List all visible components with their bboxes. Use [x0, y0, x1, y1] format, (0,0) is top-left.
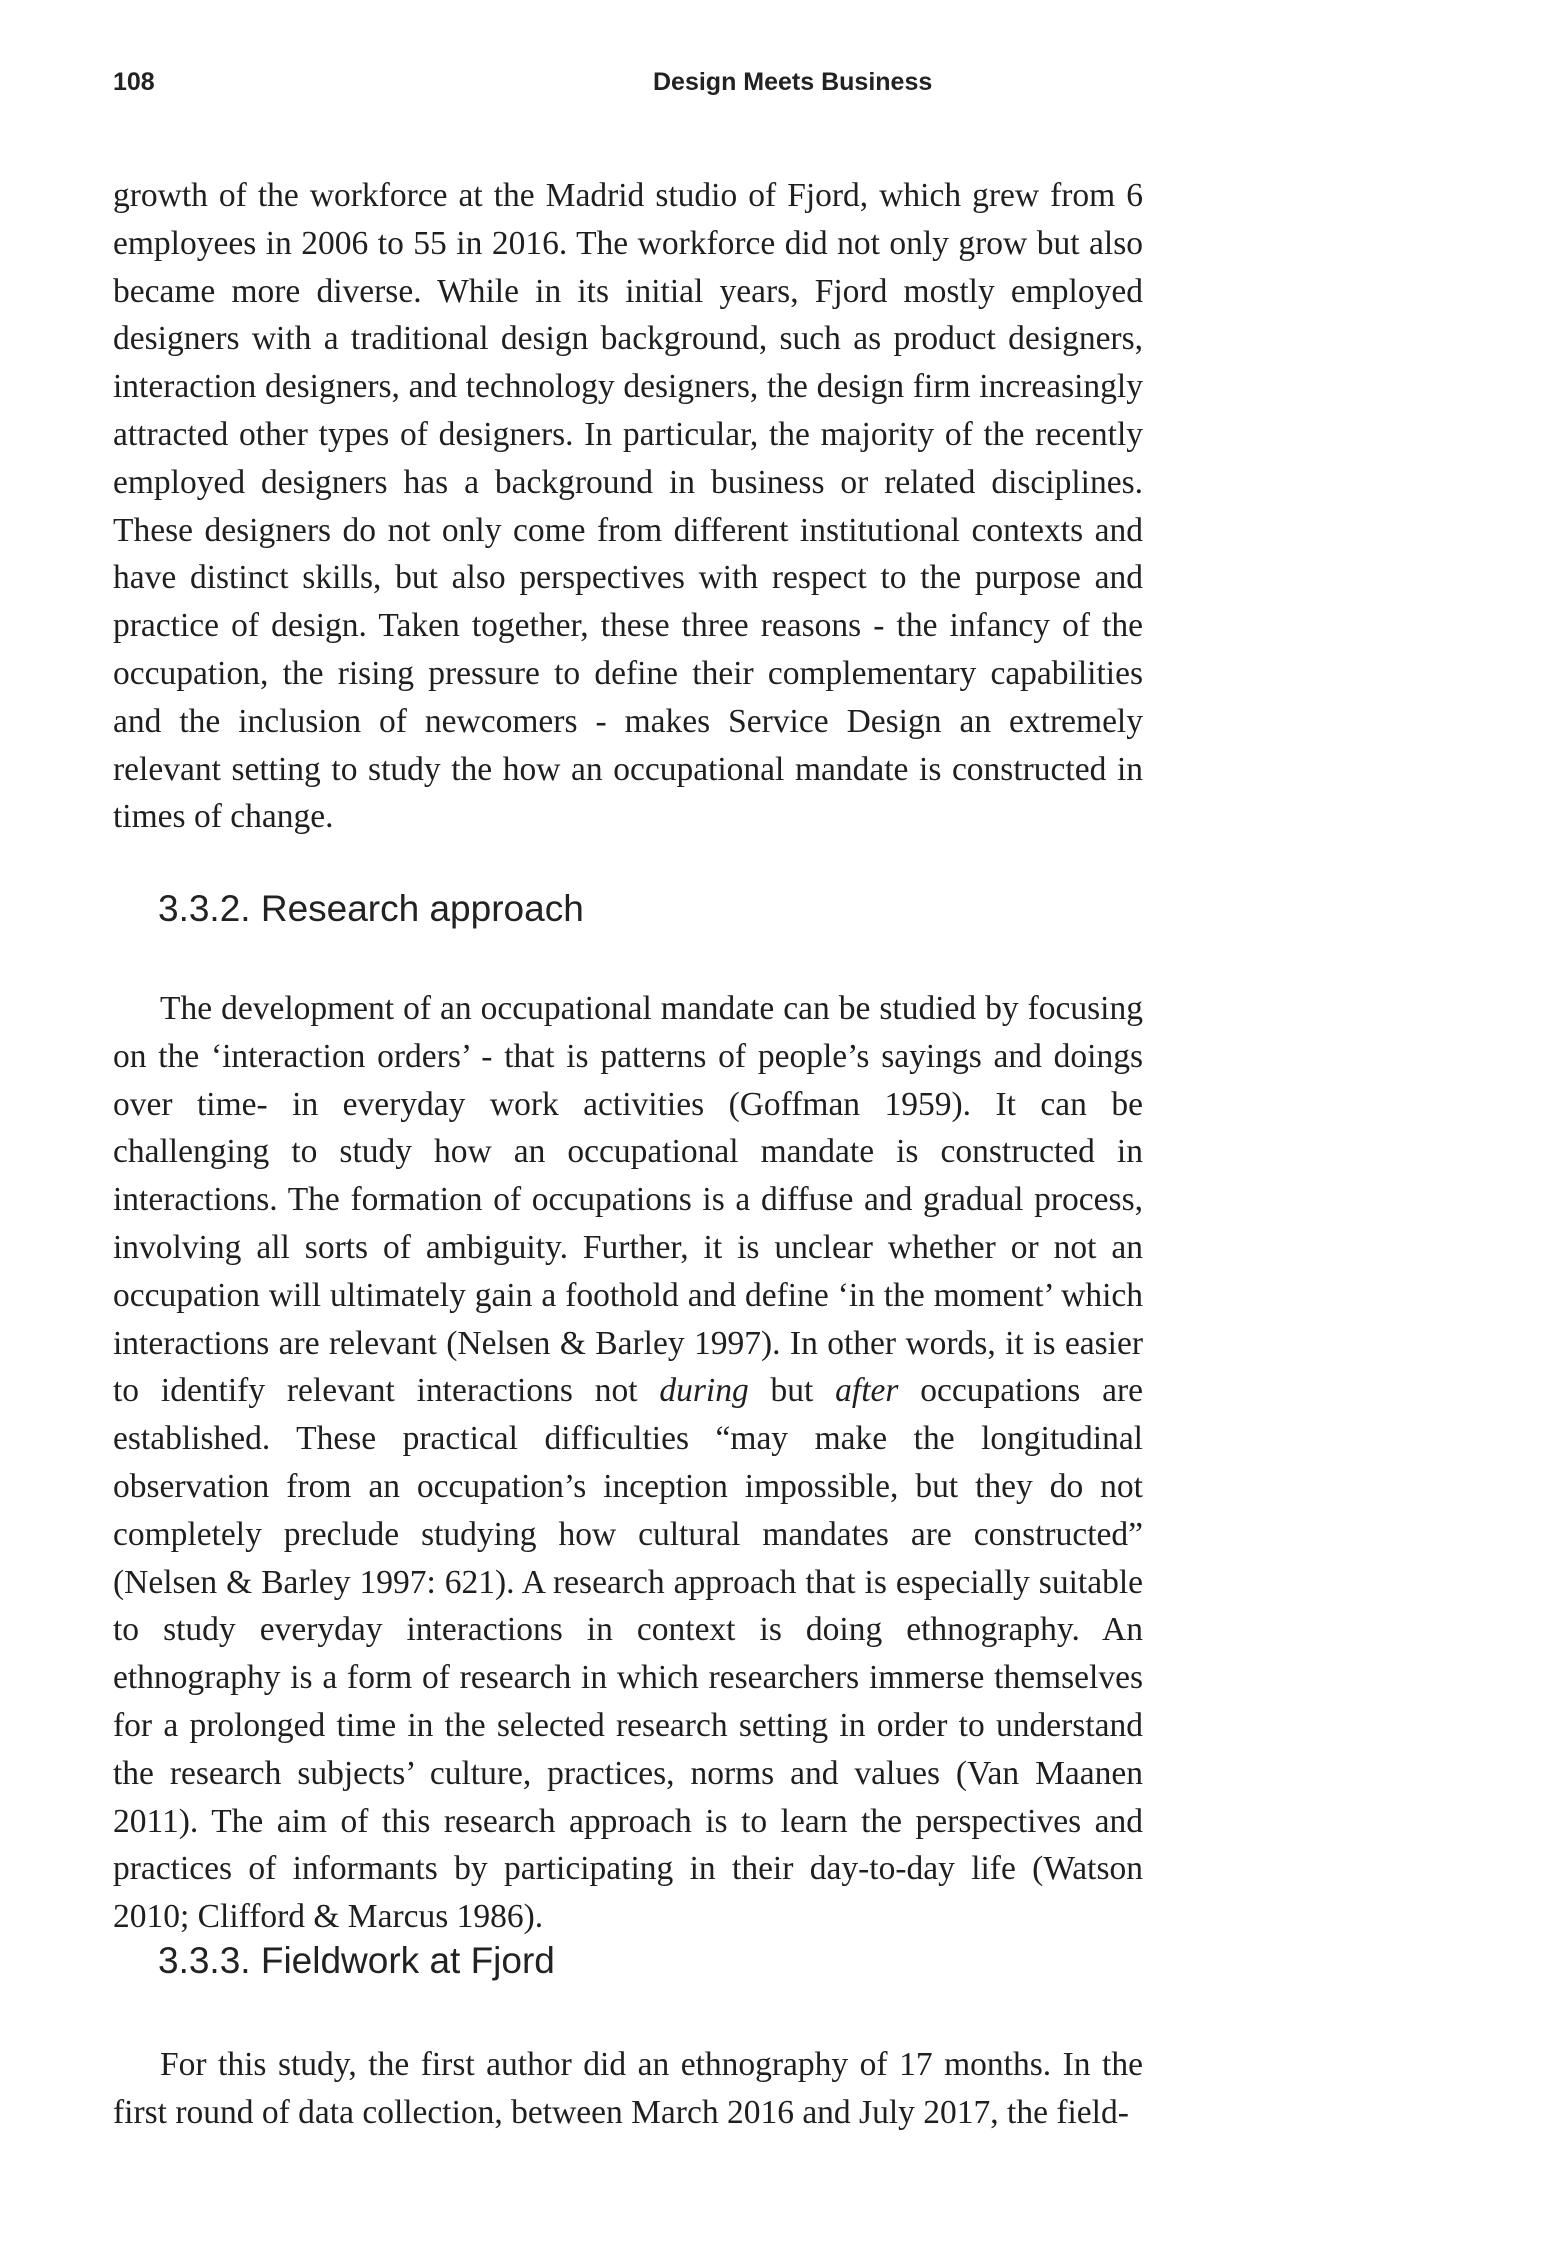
section-heading-fieldwork: 3.3.3. Fieldwork at Fjord [158, 1940, 555, 1981]
emphasis-during: during [659, 1372, 749, 1410]
paragraph-text: The development of an occupational mandate can be studied by focusing on the ‘interaction orders’ - that is patterns of people’s sayings and doings over time- in everyday work activities (Goffman 1959). It can be challenging to study how an occupational mandate is constructed in interactions. The formation of occupations is a diffuse and gradual process, involving all sorts of ambiguity. Further, it is unclear whether or not an occupation will ultimately gain a foothold and define ‘in the moment’ which interactions are relevant (Nelsen & Barley 1997). In other words, it is easier to identify relevant interactions not [113, 990, 1143, 1410]
paragraph-fieldwork: For this study, the first author did an ethnography of 17 months. In the first round of data collection, between March 2016 and July 2017, the field- [113, 2046, 1143, 2131]
emphasis-after: after [835, 1372, 899, 1410]
book-title: Design Meets Business [653, 68, 933, 96]
paragraph-workforce: growth of the workforce at the Madrid studio of Fjord, which grew from 6 employees in 2006 to 55 in 2016. The workforce did not only grow but also became more diverse. While in its initial years, Fjord mostly employed designers with a traditional design background, such as product designers, interaction designers, and technology designers, the design firm increasingly attracted other types of designers. In particular, the majority of the recently employed designers has a background in business or related disciplines. These designers do not only come from different institutional contexts and have distinct skills, but also perspectives with respect to the purpose and practice of design. Taken together, these three reasons - the infancy of the occupation, the rising pressure to define their complementary capabilities and the inclusion of newcomers - makes Service Design an extremely relevant setting to study the how an occupational mandate is constructed in times of change. [113, 177, 1143, 836]
paragraph-text: occupations are established. These practical difficulties “may make the longitudinal observation from an occupation’s inception impossible, but they do not completely preclude studying how cultural mandates are constructed” (Nelsen & Barley 1997: 621). A research approach that is especially suitable to study everyday interactions in context is doing ethnography. An ethnography is a form of research in which researchers immerse themselves for a prolonged time in the selected research setting in order to understand the research subjects’ culture, practices, norms and values (Van Maanen 2011). The aim of this research approach is to learn the perspectives and practices of informants by participating in their day-to-day life (Watson 2010; Clifford & Marcus 1986). [113, 1372, 1144, 1936]
paragraph-text: but [748, 1372, 836, 1410]
paragraph-research-approach [113, 985, 1143, 1941]
section-heading-research-approach: 3.3.2. Research approach [158, 888, 584, 929]
page-number: 108 [113, 68, 155, 96]
running-header [113, 68, 1142, 108]
